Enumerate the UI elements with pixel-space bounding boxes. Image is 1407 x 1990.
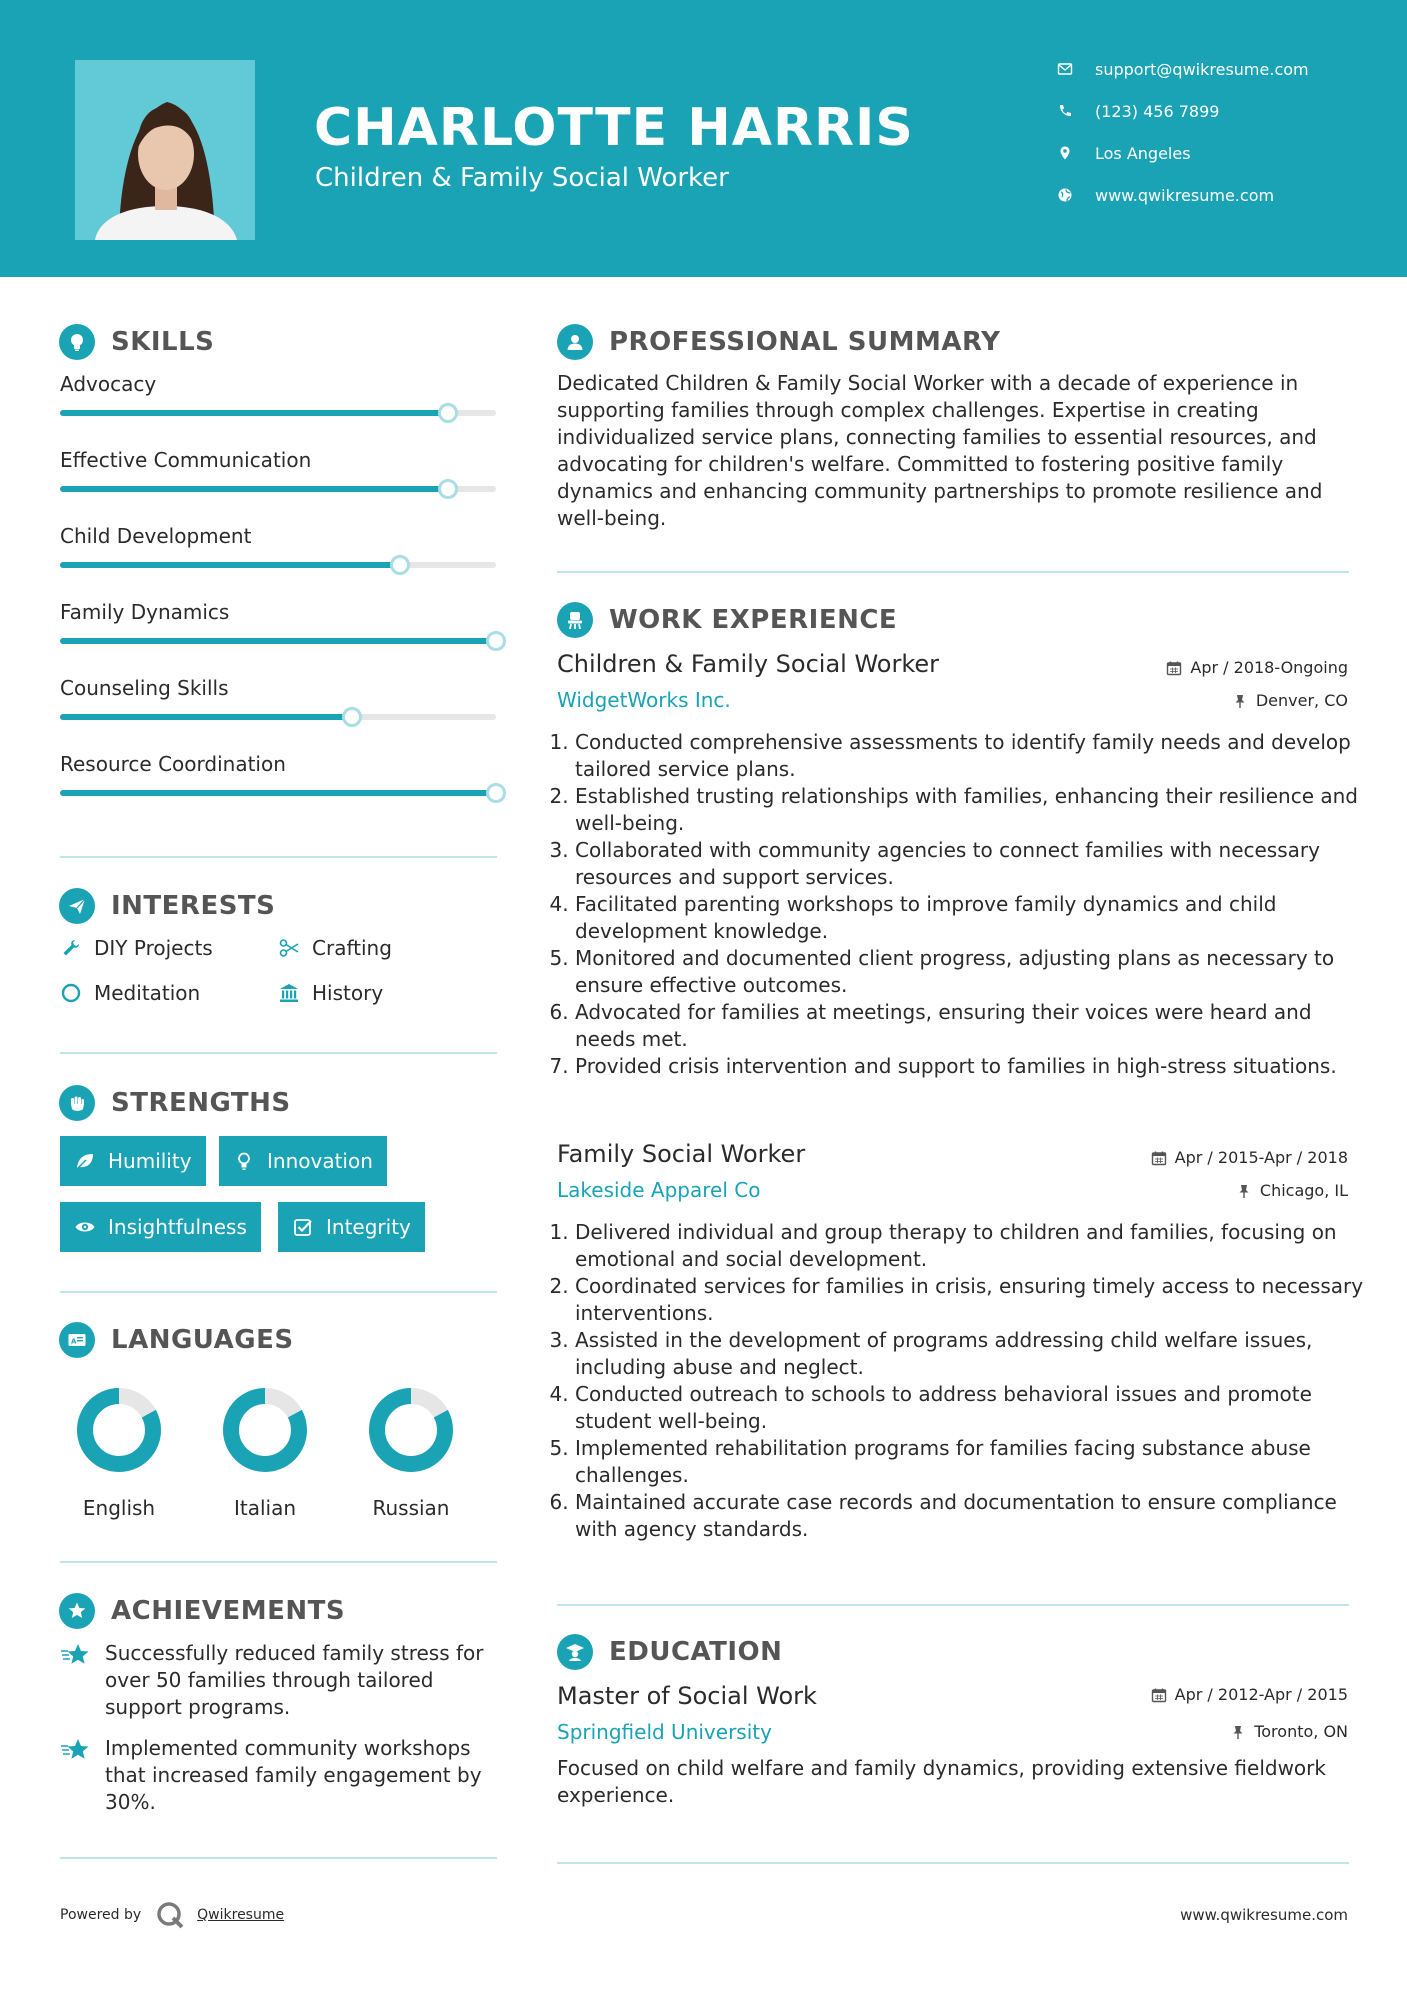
job-title: Family Social Worker [557, 1140, 806, 1168]
languages-heading: LANGUAGES [111, 1325, 294, 1355]
contact-website[interactable] [1055, 180, 1274, 210]
footer-powered-by [60, 1900, 284, 1930]
language-item [336, 1386, 486, 1520]
language-donut [75, 1386, 163, 1474]
job-bullet: 5. Implemented rehabilitation programs for families facing substance abuse challenges. [575, 1435, 1375, 1489]
pushpin-icon [1232, 693, 1248, 709]
job-bullets [557, 729, 1375, 1080]
contact-email[interactable] [1055, 54, 1309, 84]
strength-tag [60, 1136, 206, 1186]
phone-icon [1055, 101, 1075, 121]
education-dates-text: Apr / 2012-Apr / 2015 [1174, 1685, 1348, 1704]
skill-label: Child Development [60, 524, 252, 548]
strength-label: Integrity [326, 1215, 411, 1239]
job-bullet: 2. Coordinated services for families in crisis, ensuring timely access to necessary interventions. [575, 1273, 1375, 1327]
languages-section-heading [59, 1322, 294, 1358]
language-donut [367, 1386, 455, 1474]
envelope-icon [1055, 59, 1075, 79]
fist-icon [59, 1085, 95, 1121]
job-title: Children & Family Social Worker [557, 650, 940, 678]
contact-phone[interactable] [1055, 96, 1219, 126]
job-bullet: 3. Collaborated with community agencies to connect families with necessary resources and support services. [575, 837, 1375, 891]
achievements-heading: ACHIEVEMENTS [111, 1596, 346, 1626]
education-location [1230, 1722, 1348, 1741]
section-divider [60, 1857, 497, 1859]
interest-label: History [312, 981, 384, 1005]
skill-label: Family Dynamics [60, 600, 230, 624]
achievement-text: Successfully reduced family stress for over 50 families through tailored support programs. [105, 1641, 484, 1719]
job-bullet: 4. Facilitated parenting workshops to improve family dynamics and child development knowledge. [575, 891, 1375, 945]
skill-item [60, 752, 496, 780]
skill-bar-knob [486, 631, 506, 651]
skill-bar [60, 714, 496, 720]
strength-tag [278, 1202, 425, 1252]
resume-header [0, 0, 1407, 277]
job-company: Lakeside Apparel Co [557, 1178, 761, 1202]
section-divider [557, 571, 1349, 573]
interest-item [60, 936, 213, 960]
skill-item [60, 524, 496, 552]
paper-plane-icon [59, 888, 95, 924]
profile-photo [75, 60, 255, 240]
experience-heading: WORK EXPERIENCE [609, 605, 898, 635]
skill-bar-fill [60, 562, 400, 568]
skill-label: Counseling Skills [60, 676, 229, 700]
museum-icon [278, 982, 300, 1004]
education-school: Springfield University [557, 1720, 772, 1744]
job-bullet: 4. Conducted outreach to schools to address behavioral issues and promote student well-being. [575, 1381, 1375, 1435]
calendar-icon [1166, 660, 1182, 676]
lightbulb-icon [233, 1150, 255, 1172]
calendar-icon [1151, 1687, 1167, 1703]
job-company: WidgetWorks Inc. [557, 688, 731, 712]
interests-heading: INTERESTS [111, 891, 276, 921]
pushpin-icon [1230, 1724, 1246, 1740]
education-text: Focused on child welfare and family dynamics, providing extensive fieldwork experience. [557, 1756, 1326, 1807]
skill-bar-fill [60, 714, 352, 720]
skill-bar-fill [60, 410, 448, 416]
language-label: Italian [233, 1496, 297, 1520]
powered-by-label: Powered by [60, 1907, 142, 1923]
language-item [190, 1386, 340, 1520]
interests-section-heading [59, 888, 275, 924]
skill-bar-fill [60, 790, 496, 796]
job-bullet: 7. Provided crisis intervention and support to families in high-stress situations. [575, 1053, 1375, 1080]
calendar-icon [1151, 1150, 1167, 1166]
summary-text: Dedicated Children & Family Social Worker with a decade of experience in supporting families through complex challenges. Expertise in creating individualized service plans, connecting families to essential resources, and advocating for children's welfare. Committed to fostering positive family dynamics and enhancing community partnerships to promote resilience and well-being. [557, 371, 1323, 530]
job-bullets [557, 1219, 1375, 1543]
job-bullet: 1. Conducted comprehensive assessments to identify family needs and develop tailored service plans. [575, 729, 1375, 783]
skill-item [60, 448, 496, 476]
job-location-text: Denver, CO [1255, 691, 1348, 710]
strength-label: Humility [108, 1149, 192, 1173]
strength-label: Insightfulness [108, 1215, 247, 1239]
skill-label: Advocacy [60, 372, 157, 396]
svg-text:A: A [71, 1337, 77, 1346]
job-dates [1151, 1148, 1348, 1167]
lightbulb-icon [59, 324, 95, 360]
skill-label: Effective Communication [60, 448, 312, 472]
education-section-heading [557, 1634, 782, 1670]
skill-bar-fill [60, 486, 448, 492]
section-divider [60, 856, 497, 858]
interest-item [60, 981, 200, 1005]
footer-website[interactable]: www.qwikresume.com [1180, 1906, 1348, 1924]
skill-bar-knob [486, 783, 506, 803]
education-degree: Master of Social Work [557, 1682, 817, 1710]
job-location [1232, 691, 1348, 710]
job-bullet: 6. Maintained accurate case records and documentation to ensure compliance with agency standards. [575, 1489, 1375, 1543]
contact-phone-text: (123) 456 7899 [1095, 101, 1220, 121]
strength-tag [219, 1136, 387, 1186]
strength-label: Innovation [267, 1149, 373, 1173]
job-dates [1166, 658, 1348, 677]
wrench-icon [60, 937, 82, 959]
section-divider [60, 1561, 497, 1563]
interest-item [278, 936, 392, 960]
section-divider [60, 1291, 497, 1293]
job-bullet: 2. Established trusting relationships with families, enhancing their resilience and well-being. [575, 783, 1375, 837]
interest-label: DIY Projects [94, 936, 213, 960]
language-label: English [82, 1496, 156, 1520]
education-heading: EDUCATION [609, 1637, 783, 1667]
job-bullet: 1. Delivered individual and group therapy to children and families, focusing on emotional and social development. [575, 1219, 1375, 1273]
checkbox-icon [292, 1216, 314, 1238]
skills-section-heading [59, 324, 214, 360]
interest-label: Meditation [94, 981, 201, 1005]
leaf-icon [74, 1150, 96, 1172]
achievement-text: Implemented community workshops that increased family engagement by 30%. [105, 1736, 482, 1814]
skill-bar-knob [438, 403, 458, 423]
interest-label: Crafting [312, 936, 392, 960]
skill-item [60, 676, 496, 704]
skills-heading: SKILLS [111, 327, 215, 357]
skill-bar-knob [438, 479, 458, 499]
job-location-text: Chicago, IL [1259, 1181, 1348, 1200]
skill-bar [60, 790, 496, 796]
achievements-section-heading [59, 1593, 345, 1629]
contact-location-text: Los Angeles [1095, 143, 1191, 163]
skill-item [60, 372, 496, 400]
summary-section-heading [557, 324, 1000, 360]
chair-icon [557, 602, 593, 638]
skill-bar-knob [390, 555, 410, 575]
scissors-icon [278, 937, 300, 959]
education-location-text: Toronto, ON [1254, 1722, 1348, 1741]
skill-item [60, 600, 496, 628]
section-divider [557, 1604, 1349, 1606]
strengths-section-heading [59, 1085, 291, 1121]
achievement-item [60, 1735, 500, 1816]
achievement-item [60, 1640, 500, 1721]
star-icon [60, 1735, 90, 1765]
qwikresume-logo-icon [155, 1900, 185, 1930]
language-label: Russian [372, 1496, 450, 1520]
education-dates [1151, 1685, 1348, 1704]
qwikresume-link[interactable]: Qwikresume [197, 1907, 285, 1923]
job-dates-text: Apr / 2018-Ongoing [1190, 658, 1348, 677]
contact-website-text: www.qwikresume.com [1095, 185, 1275, 205]
language-donut [221, 1386, 309, 1474]
graduate-icon [557, 1634, 593, 1670]
skill-bar-fill [60, 638, 496, 644]
candidate-title: Children & Family Social Worker [315, 163, 729, 193]
skill-bar-knob [342, 707, 362, 727]
job-bullet: 3. Assisted in the development of programs addressing child welfare issues, including abuse and neglect. [575, 1327, 1375, 1381]
language-card-icon [59, 1322, 95, 1358]
summary-heading: PROFESSIONAL SUMMARY [609, 327, 1001, 357]
star-badge-icon [59, 1593, 95, 1629]
contact-email-text: support@qwikresume.com [1095, 59, 1309, 79]
job-dates-text: Apr / 2015-Apr / 2018 [1174, 1148, 1348, 1167]
globe-icon [1055, 185, 1075, 205]
skill-bar [60, 638, 496, 644]
skill-bar [60, 410, 496, 416]
circle-icon [60, 982, 82, 1004]
candidate-name: CHARLOTTE HARRIS [314, 98, 914, 158]
section-divider [557, 1862, 1349, 1864]
skill-bar [60, 562, 496, 568]
strengths-heading: STRENGTHS [111, 1088, 291, 1118]
pushpin-icon [1236, 1183, 1252, 1199]
language-item [44, 1386, 194, 1520]
location-pin-icon [1055, 143, 1075, 163]
job-location [1236, 1181, 1348, 1200]
star-icon [60, 1640, 90, 1670]
eye-icon [74, 1216, 96, 1238]
job-bullet: 6. Advocated for families at meetings, ensuring their voices were heard and needs met. [575, 999, 1375, 1053]
skill-label: Resource Coordination [60, 752, 286, 776]
section-divider [60, 1052, 497, 1054]
job-bullet: 5. Monitored and documented client progress, adjusting plans as necessary to ensure effective outcomes. [575, 945, 1375, 999]
strength-tag [60, 1202, 261, 1252]
experience-section-heading [557, 602, 897, 638]
contact-location [1055, 138, 1191, 168]
interest-item [278, 981, 383, 1005]
skill-bar [60, 486, 496, 492]
user-icon [557, 324, 593, 360]
